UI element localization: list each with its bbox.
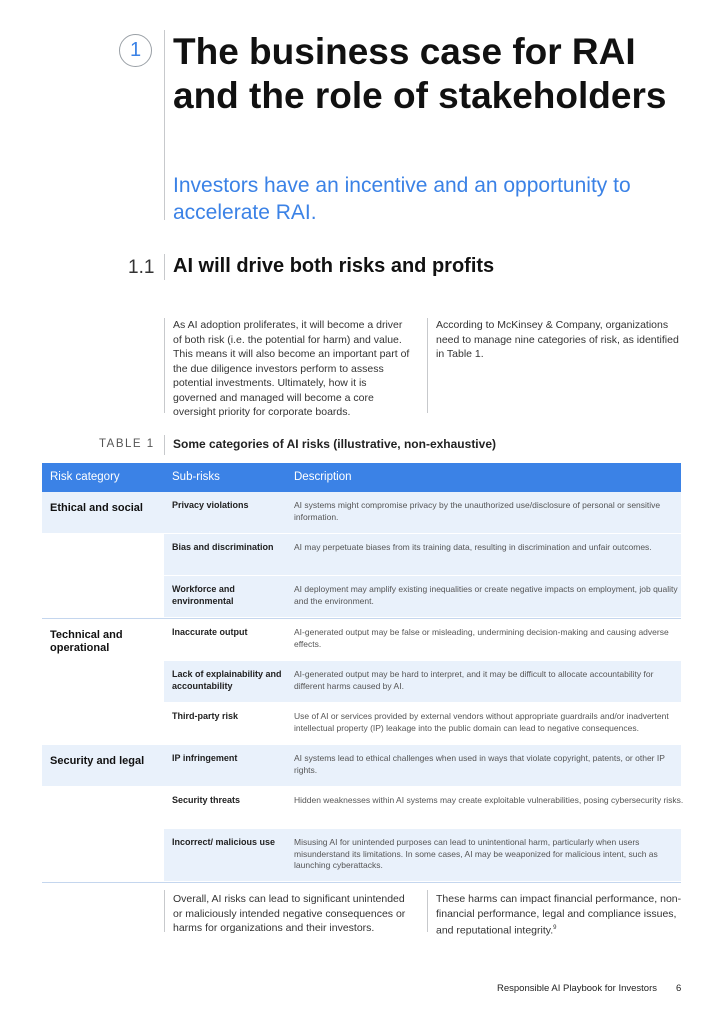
intro-left-paragraph: As AI adoption proliferates, it will become a driver of both risk (i.e. the potential for harm) and value. This means it will also become an important part of the due diligence investors perform to assess potential investments. Ultimately, how it is governed and managed will become a core oversight priority for corporate boards. (173, 319, 410, 418)
chapter-subtitle: Investors have an incentive and an opportunity to accelerate RAI. (173, 174, 631, 224)
risk-category-cell: Ethical and social (50, 502, 143, 514)
table-row (42, 576, 681, 618)
description-cell: AI may perpetuate biases from its training data, resulting in discrimination and unfair outcomes. (286, 534, 681, 575)
closing-left-divider (164, 890, 165, 932)
section-number: 1.1 (128, 257, 155, 278)
chapter-title: The business case for RAI and the role of stakeholders (173, 31, 667, 116)
description-cell: AI-generated output may be false or misleading, undermining decision-making and causing adverse effects. (294, 627, 669, 649)
table-row (42, 492, 681, 534)
header-sub-risks: Sub-risks (172, 471, 220, 483)
description-cell: AI systems lead to ethical challenges when used in ways that violate copyright, patents, or other IP rights. (294, 753, 665, 775)
sub-risk-cell: Incorrect/ malicious use (164, 829, 288, 881)
table-label: TABLE 1 (99, 438, 155, 450)
table-row (42, 745, 681, 787)
table-row (42, 618, 681, 661)
description-cell: AI-generated output may be hard to interpret, and it may be difficult to allocate accountability for different harms caused by AI. (286, 661, 681, 702)
closing-right-paragraph (436, 892, 686, 938)
table-header (42, 463, 681, 492)
risk-category-cell: Security and legal (50, 755, 145, 767)
intro-left-divider (164, 318, 165, 413)
footer-title: Responsible AI Playbook for Investors (497, 983, 658, 994)
table-row (42, 534, 681, 576)
description-cell: AI systems might compromise privacy by the unauthorized use/disclosure of personal or sensitive information. (294, 500, 661, 522)
sub-risk-cell: Inaccurate output (172, 627, 248, 637)
intro-right-paragraph: According to McKinsey & Company, organizations need to manage nine categories of risk, as identified in Table 1. (436, 319, 679, 360)
intro-right-divider (427, 318, 428, 413)
closing-right-divider (427, 890, 428, 932)
table-row (42, 703, 681, 745)
closing-right-text: These harms can impact financial performance, non-financial performance, legal and compliance issues, and reputational integrity. (436, 893, 682, 937)
footnote-marker: 9 (553, 925, 557, 931)
sub-risk-cell: Workforce and environmental (164, 576, 288, 617)
sub-risk-cell: IP infringement (172, 753, 238, 763)
closing-left-paragraph: Overall, AI risks can lead to significant unintended or maliciously intended negative consequences or harms for organizations and their investors. (173, 893, 406, 934)
table-row (42, 829, 681, 882)
sub-risk-cell: Lack of explainability and accountability (164, 661, 288, 702)
table-title: Some categories of AI risks (illustrative, non-exhaustive) (173, 437, 496, 451)
header-risk-category: Risk category (50, 471, 120, 483)
chapter-number-badge: 1 (119, 34, 152, 67)
sub-risk-cell: Bias and discrimination (164, 534, 288, 575)
risk-table (42, 463, 684, 883)
table-row (42, 661, 681, 703)
table-caption-divider (164, 435, 165, 455)
description-cell: Hidden weaknesses within AI systems may create exploitable vulnerabilities, posing cybersecurity risks. (294, 795, 684, 805)
header-description: Description (294, 471, 352, 483)
description-cell: Use of AI or services provided by external vendors without appropriate guardrails and/or inadvertent intellectual property (IP) leakage into the public domain can lead to negative consequences. (294, 711, 669, 733)
page-number: 6 (676, 983, 682, 994)
section-title: AI will drive both risks and profits (173, 255, 495, 277)
risk-category-cell: Technical and operational (50, 629, 123, 654)
table-row (42, 787, 684, 829)
sub-risk-cell: Third-party risk (172, 711, 239, 721)
sub-risk-cell: Privacy violations (172, 500, 249, 510)
table-bottom-rule (42, 882, 681, 883)
description-cell: AI deployment may amplify existing inequalities or create negative impacts on employment, job quality and the environment. (286, 576, 681, 617)
chapter-divider (164, 30, 165, 220)
description-cell: Misusing AI for unintended purposes can lead to unintentional harm, particularly when users misunderstand its limitations. In some cases, AI may be weaponized for malicious intent, such as launching cyberattacks. (286, 829, 681, 881)
sub-risk-cell: Security threats (172, 795, 241, 805)
section-divider (164, 254, 165, 280)
